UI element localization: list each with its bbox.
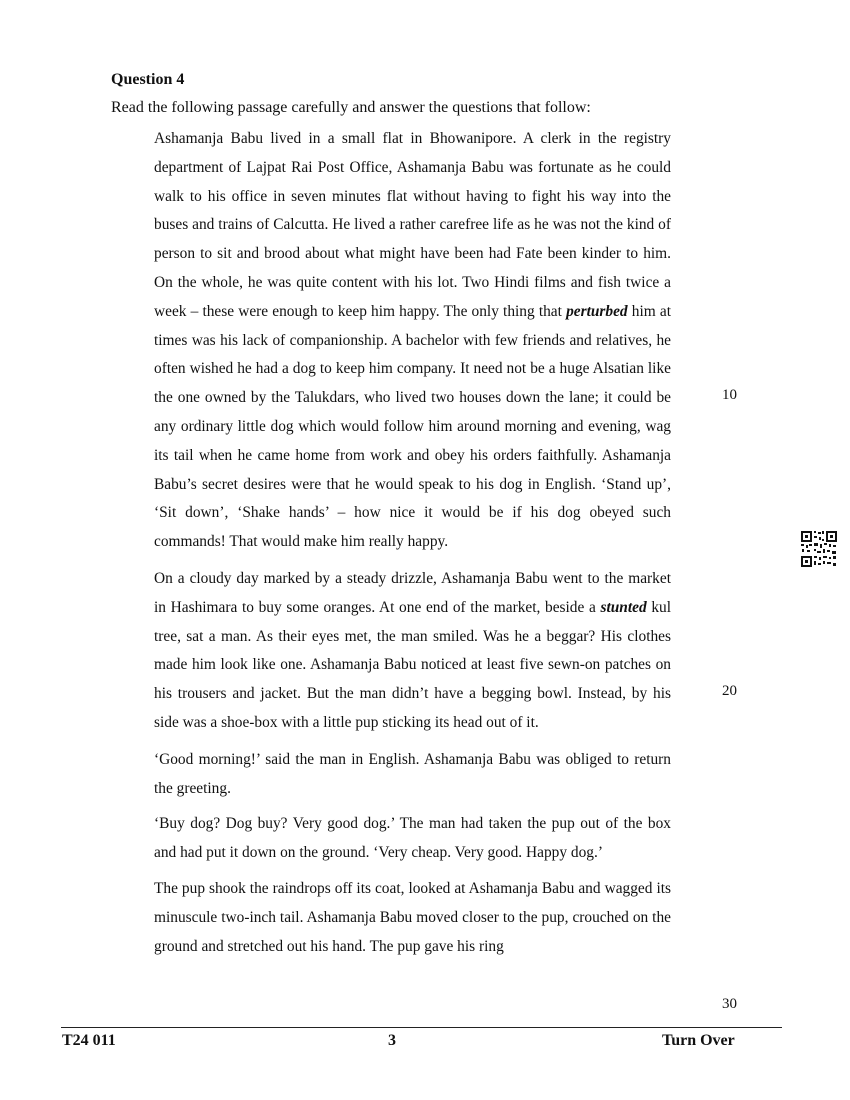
passage-text: kul tree, sat a man. As their eyes met, the man smiled. Was he a beggar? His clothes made him look like one. Ashamanja Babu noticed at least five sewn-on patches on his trousers and jacket. But the man didn’t have a begging bowl. Instead, by his side was a shoe-box with a little pup sticking its head out of it.: [154, 598, 671, 731]
footer-divider: [61, 1027, 782, 1028]
page-number: 3: [388, 1032, 396, 1049]
highlighted-word-perturbed: perturbed: [566, 302, 628, 320]
qr-code-icon: [800, 530, 838, 568]
passage-paragraph-3: ‘Good morning!’ said the man in English. Ashamanja Babu was obliged to return the greeting.: [154, 750, 671, 797]
highlighted-word-stunted: stunted: [600, 598, 647, 616]
line-number-30: 30: [722, 996, 737, 1012]
paper-code: T24 011: [62, 1032, 116, 1049]
passage-text: him at times was his lack of companionship. A bachelor with few friends and relatives, he often wished he had a dog to keep him company. It need not be a huge Alsatian like the one owned by the Talukdars, who lived two houses down the lane; it could be any ordinary little dog which would follow him around morning and evening, wag its tail when he came home from work and obey his orders faithfully. Ashamanja Babu’s secret desires were that he would speak to his dog in English. ‘Stand up’, ‘Sit down’, ‘Shake hands’ – how nice it would be if his dog obeyed such commands! That would make him really happy.: [154, 302, 671, 551]
passage-paragraph-1: [154, 125, 671, 557]
question-title: Question 4: [111, 71, 185, 88]
passage: [154, 125, 671, 969]
passage-paragraph-5: The pup shook the raindrops off its coat, looked at Ashamanja Babu and wagged its minuscule two-inch tail. Ashamanja Babu moved closer to the pup, crouched on the ground and stretched out his hand. The pup gave his ring: [154, 879, 671, 955]
line-number-20: 20: [722, 683, 737, 699]
passage-text: On a cloudy day marked by a steady drizzle, Ashamanja Babu went to the market in Hashimara to buy some oranges. At one end of the market, beside a: [154, 569, 671, 616]
passage-text: Ashamanja Babu lived in a small flat in Bhowanipore. A clerk in the registry department of Lajpat Rai Post Office, Ashamanja Babu was fortunate as he could walk to his office in seven minutes flat without having to fight his way into the buses and trains of Calcutta. He lived a rather carefree life as he was not the kind of person to sit and brood about what might have been had Fate been kinder to him. On the whole, he was quite content with his lot. Two Hindi films and fish twice a week – these were enough to keep him happy. The only thing that: [154, 130, 671, 320]
passage-paragraph-4: ‘Buy dog? Dog buy? Very good dog.’ The man had taken the pup out of the box and had put it down on the ground. ‘Very cheap. Very good. Happy dog.’: [154, 815, 671, 862]
turn-over-note: Turn Over: [662, 1032, 735, 1049]
question-instruction: Read the following passage carefully and answer the questions that follow:: [111, 99, 591, 116]
line-number-10: 10: [722, 387, 737, 403]
passage-paragraph-2: [154, 565, 671, 738]
